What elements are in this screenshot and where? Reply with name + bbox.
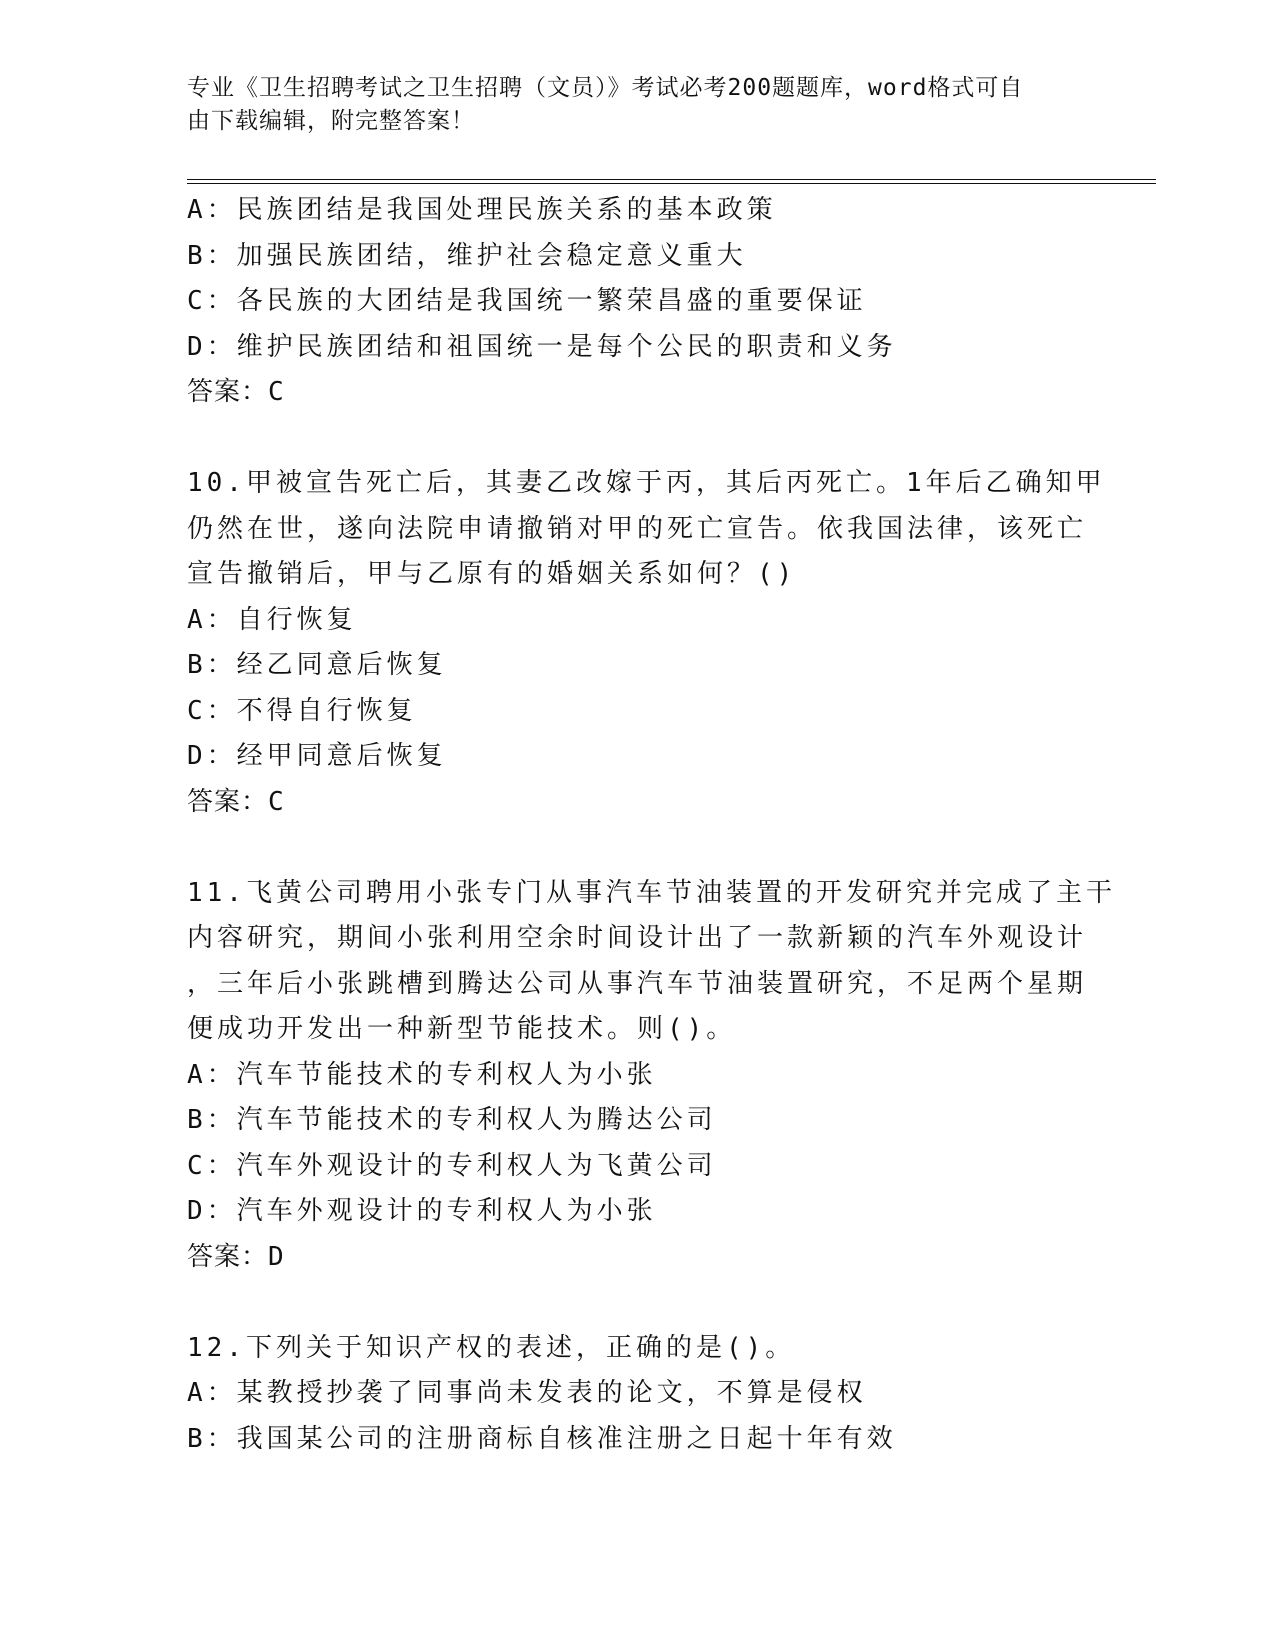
question-stem-line: ，三年后小张跳槽到腾达公司从事汽车节油装置研究，不足两个星期 xyxy=(187,968,1088,999)
header-line-2: 由下载编辑，附完整答案！ xyxy=(187,108,475,134)
option-b: B：经乙同意后恢复 xyxy=(187,650,447,680)
answer: 答案：D xyxy=(187,1241,285,1272)
question-stem-line: 12.下列关于知识产权的表述，正确的是()。 xyxy=(187,1332,796,1363)
option-b: B：加强民族团结，维护社会稳定意义重大 xyxy=(187,240,747,271)
answer: 答案：C xyxy=(187,786,285,817)
spacer xyxy=(187,416,1147,462)
option-d: D：经甲同意后恢复 xyxy=(187,741,447,771)
question-stem-line: 内容研究，期间小张利用空余时间设计出了一款新颖的汽车外观设计 xyxy=(187,923,1088,953)
answer: 答案：C xyxy=(187,377,285,407)
option-d: D：汽车外观设计的专利权人为小张 xyxy=(187,1196,657,1226)
option-b: B：我国某公司的注册商标自核准注册之日起十年有效 xyxy=(187,1423,897,1454)
option-b: B：汽车节能技术的专利权人为腾达公司 xyxy=(187,1105,717,1135)
question-9 xyxy=(187,188,1147,416)
option-a: A：自行恢复 xyxy=(187,604,357,635)
question-list xyxy=(187,188,1147,1462)
header-rule-top xyxy=(187,179,1156,180)
spacer xyxy=(187,1280,1147,1326)
question-stem-line: 便成功开发出一种新型节能技术。则()。 xyxy=(187,1014,737,1044)
option-a: A：某教授抄袭了同事尚未发表的论文，不算是侵权 xyxy=(187,1378,867,1408)
question-stem-line: 10.甲被宣告死亡后，其妻乙改嫁于丙，其后丙死亡。1年后乙确知甲 xyxy=(187,468,1106,498)
option-d: D：维护民族团结和祖国统一是每个公民的职责和义务 xyxy=(187,331,897,362)
question-10 xyxy=(187,461,1147,825)
option-c: C：不得自行恢复 xyxy=(187,695,417,726)
option-a: A：民族团结是我国处理民族关系的基本政策 xyxy=(187,195,777,225)
option-c: C：各民族的大团结是我国统一繁荣昌盛的重要保证 xyxy=(187,286,867,316)
question-12 xyxy=(187,1326,1147,1463)
question-11 xyxy=(187,871,1147,1281)
option-a: A：汽车节能技术的专利权人为小张 xyxy=(187,1059,657,1090)
option-c: C：汽车外观设计的专利权人为飞黄公司 xyxy=(187,1150,717,1181)
document-header xyxy=(187,72,1067,138)
question-stem-line: 宣告撤销后，甲与乙原有的婚姻关系如何？() xyxy=(187,559,797,589)
spacer xyxy=(187,825,1147,871)
question-stem-line: 仍然在世，遂向法院申请撤销对甲的死亡宣告。依我国法律，该死亡 xyxy=(187,513,1088,544)
question-stem-line: 11.飞黄公司聘用小张专门从事汽车节油装置的开发研究并完成了主干 xyxy=(187,877,1116,908)
header-line-1: 专业《卫生招聘考试之卫生招聘（文员）》考试必考200题题库，word格式可自 xyxy=(187,75,1024,101)
header-rule-bottom xyxy=(187,183,1156,184)
